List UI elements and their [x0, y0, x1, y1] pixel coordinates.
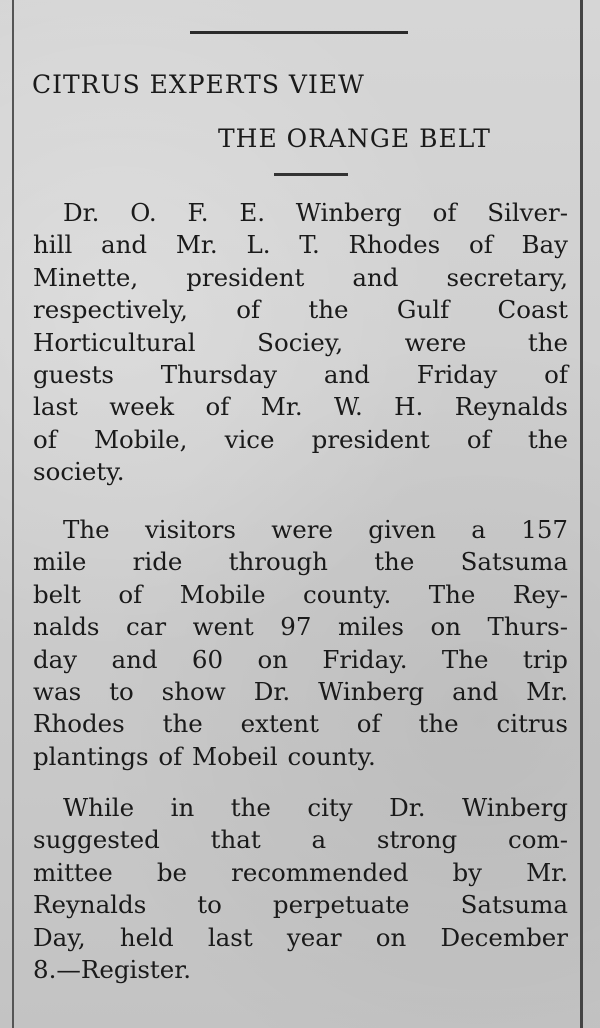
text-line: last week of Mr. W. H. Reynalds: [33, 392, 568, 422]
headline-divider: [274, 173, 348, 176]
top-rule: [190, 31, 408, 34]
text-line: suggested that a strong com-: [33, 825, 568, 855]
text-line: Rhodes the extent of the citrus: [33, 709, 568, 739]
paragraph-1: [33, 197, 568, 489]
text-line: belt of Mobile county. The Rey-: [33, 579, 568, 609]
text-line: society.: [33, 457, 125, 487]
text-line: was to show Dr. Winberg and Mr.: [33, 676, 568, 706]
column-rule-right: [580, 0, 583, 1028]
text-line: The visitors were given a 157: [63, 515, 568, 544]
text-line: mittee be recommended by Mr.: [33, 857, 568, 887]
text-line: of Mobile, vice president of the: [33, 424, 568, 454]
text-line: mile ride through the Satsuma: [33, 547, 568, 577]
headline-line-2: THE ORANGE BELT: [218, 124, 491, 153]
text-line: plantings of Mobeil county.: [33, 741, 376, 771]
text-line: While in the city Dr. Winberg: [63, 793, 568, 822]
paragraph-2: [33, 514, 568, 773]
text-line: Reynalds to perpetuate Satsuma: [33, 890, 568, 920]
text-line: guests Thursday and Friday of: [33, 359, 568, 389]
text-line: Day, held last year on December: [33, 922, 568, 952]
text-line: respectively, of the Gulf Coast: [33, 295, 568, 325]
text-line: nalds car went 97 miles on Thurs-: [33, 612, 568, 642]
text-line: hill and Mr. L. T. Rhodes of Bay: [33, 230, 568, 260]
paragraph-3: [33, 792, 568, 986]
text-line: Dr. O. F. E. Winberg of Silver-: [63, 198, 568, 227]
text-line: Horticultural Sociey, were the: [33, 327, 568, 357]
headline-line-1: CITRUS EXPERTS VIEW: [32, 70, 365, 99]
column-rule-left: [12, 0, 14, 1028]
text-line: day and 60 on Friday. The trip: [33, 644, 568, 674]
text-line: Minette, president and secretary,: [33, 262, 568, 292]
text-line: 8.—Register.: [33, 954, 192, 984]
